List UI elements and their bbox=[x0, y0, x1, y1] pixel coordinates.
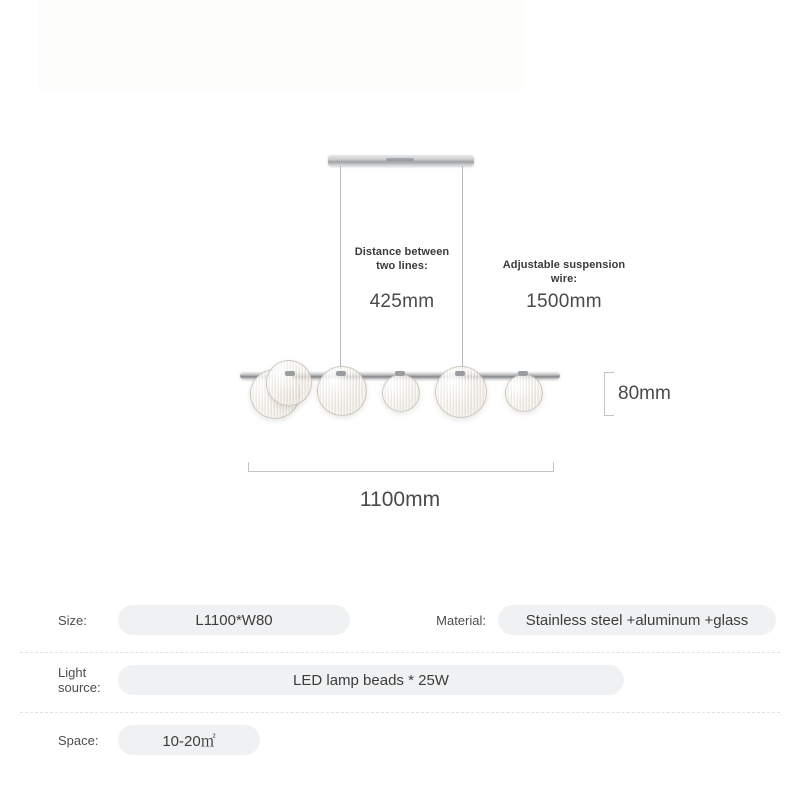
suspension-wire-right bbox=[462, 166, 463, 376]
width-dimension-bracket bbox=[248, 462, 554, 472]
spec-label-light-source: Light source: bbox=[58, 665, 101, 695]
height-dimension-value: 80mm bbox=[618, 383, 671, 404]
spec-value-material: Stainless steel +aluminum +glass bbox=[498, 605, 776, 635]
spec-value-space: 10-20㎡ bbox=[118, 725, 260, 755]
suspension-wire-left bbox=[340, 166, 341, 376]
spec-divider bbox=[20, 652, 780, 653]
globe-cap bbox=[518, 371, 528, 376]
glass-globe bbox=[505, 374, 543, 412]
spec-row-size bbox=[20, 598, 780, 642]
glass-globe bbox=[382, 374, 420, 412]
distance-annotation-value: 425mm bbox=[369, 291, 435, 312]
ceiling-mount-plate bbox=[328, 155, 474, 166]
glass-globe bbox=[266, 360, 312, 406]
globe-cap bbox=[455, 371, 465, 376]
spec-row-light-source bbox=[20, 658, 780, 702]
spec-label-space: Space: bbox=[58, 732, 99, 748]
spec-value-size: L1100*W80 bbox=[118, 605, 350, 635]
top-banner-area bbox=[38, 0, 524, 92]
suspension-annotation-value: 1500mm bbox=[526, 291, 602, 312]
distance-annotation-title: Distance between two lines: bbox=[354, 246, 450, 272]
width-dimension-value: 1100mm bbox=[359, 488, 441, 511]
spec-label-material: Material: bbox=[436, 612, 486, 628]
globe-cap bbox=[336, 371, 346, 376]
spec-divider bbox=[20, 712, 780, 713]
spec-row-space bbox=[20, 718, 780, 762]
globe-cap bbox=[395, 371, 405, 376]
globe-cap bbox=[285, 371, 295, 376]
height-dimension-bracket bbox=[604, 372, 614, 416]
spec-value-light-source: LED lamp beads * 25W bbox=[118, 665, 624, 695]
spec-label-size: Size: bbox=[58, 612, 87, 628]
suspension-annotation-title: Adjustable suspension wire: bbox=[502, 259, 626, 285]
